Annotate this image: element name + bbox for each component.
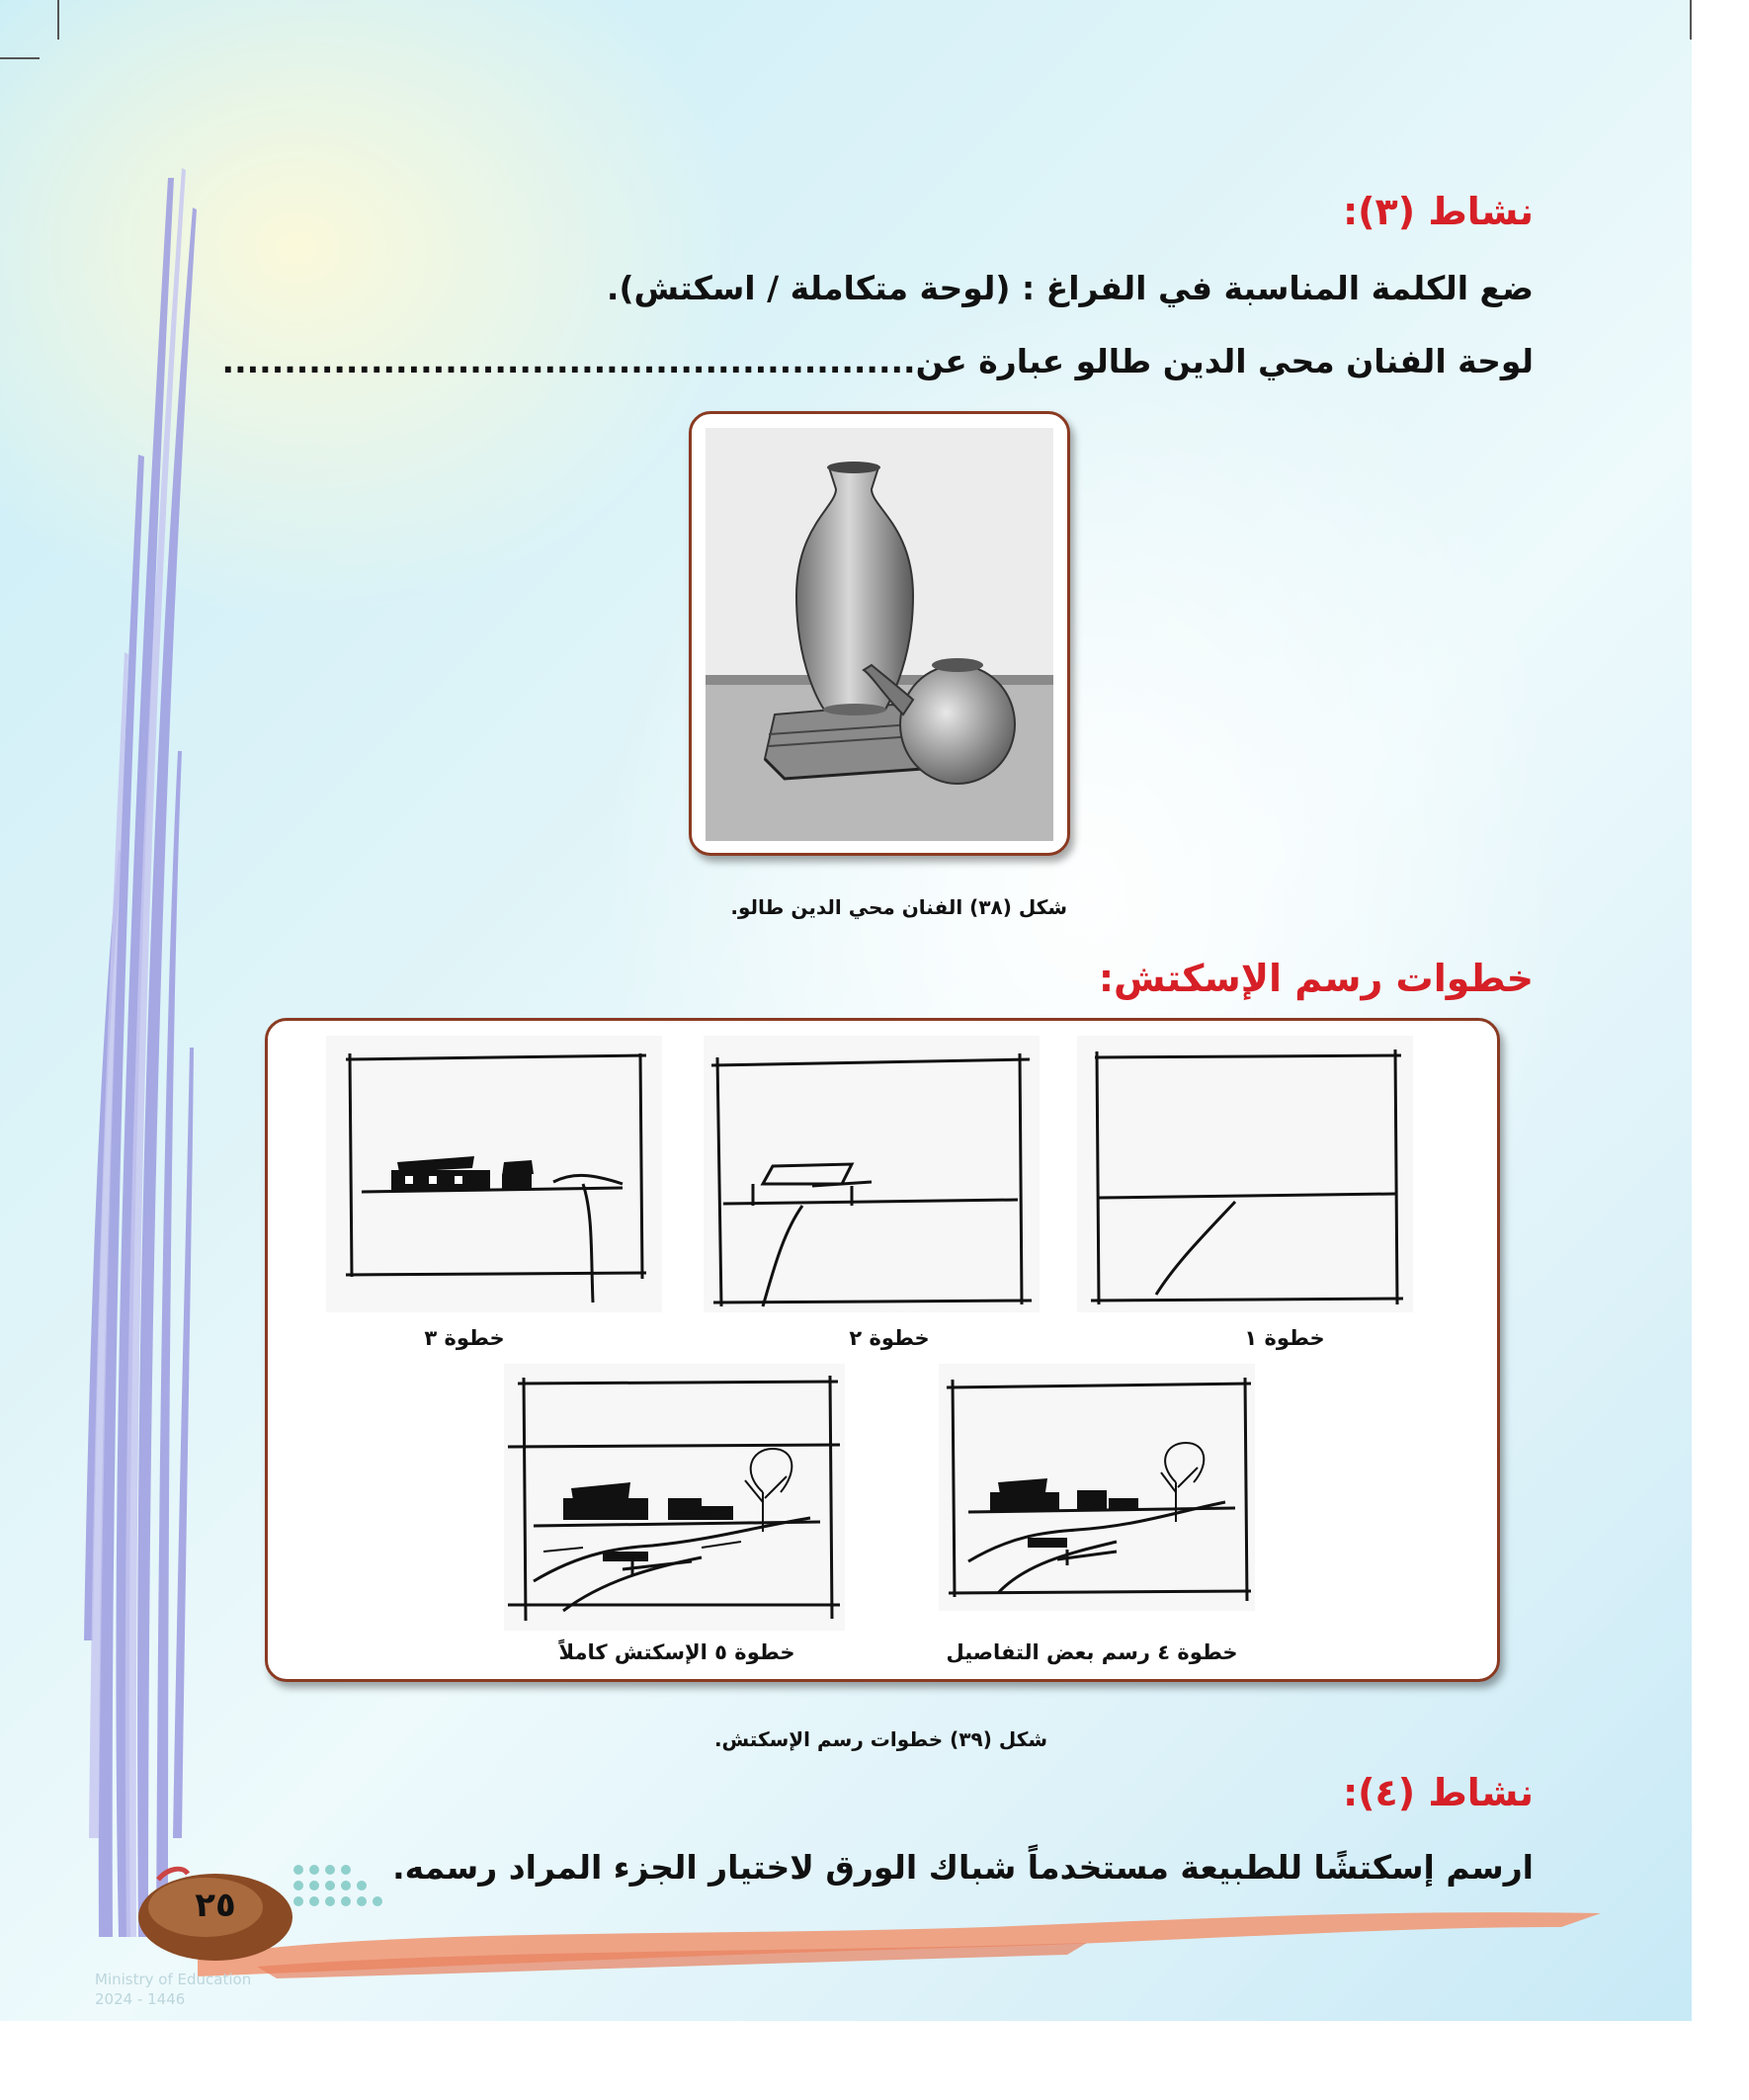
- bottom-brush-stroke: [198, 1897, 1601, 1986]
- crop-mark: [57, 0, 59, 40]
- activity3-title: نشاط (٣):: [1342, 190, 1534, 233]
- step1-label: خطوة ١: [1244, 1326, 1325, 1350]
- activity4-instruction: ارسم إسكتشًا للطبيعة مستخدماً شباك الورق لاختيار الجزء المراد رسمه.: [392, 1848, 1534, 1887]
- sketch-steps-title: خطوات رسم الإسكتش:: [1098, 957, 1534, 1000]
- step2-sketch: [704, 1036, 1040, 1312]
- step5-label: خطوة ٥ الإسكتش كاملاً: [558, 1640, 795, 1664]
- figure38-frame: [689, 411, 1070, 856]
- crop-mark: [0, 57, 40, 59]
- step4-label: خطوة ٤ رسم بعض التفاصيل: [946, 1640, 1238, 1664]
- step3-label: خطوة ٣: [424, 1326, 505, 1350]
- bottom-margin: [0, 2021, 1749, 2100]
- activity3-sentence[interactable]: لوحة الفنان محي الدين طالو عبارة عن........................................................: [221, 342, 1534, 380]
- step2-label: خطوة ٢: [849, 1326, 930, 1350]
- dots-logo-icon: [289, 1860, 387, 1929]
- step4-sketch: [939, 1364, 1255, 1611]
- right-margin: [1692, 0, 1749, 2100]
- figure38-caption: شكل (٣٨) الفنان محي الدين طالو.: [730, 895, 1067, 919]
- figure39-caption: شكل (٣٩) خطوات رسم الإسكتش.: [713, 1727, 1047, 1751]
- step5-sketch: [504, 1364, 845, 1631]
- vase-still-life-image: [706, 428, 1053, 841]
- year-text: 2024 - 1446: [95, 1990, 186, 2008]
- page-number: ٢٥: [195, 1886, 236, 1925]
- activity4-title: نشاط (٤):: [1342, 1771, 1534, 1814]
- step1-sketch: [1077, 1036, 1413, 1312]
- step3-sketch: [326, 1036, 662, 1312]
- activity3-instruction: ضع الكلمة المناسبة في الفراغ : (لوحة متكاملة / اسكتش).: [606, 269, 1534, 307]
- ministry-text: Ministry of Education: [95, 1971, 252, 1988]
- decorative-strokes: [79, 158, 198, 1957]
